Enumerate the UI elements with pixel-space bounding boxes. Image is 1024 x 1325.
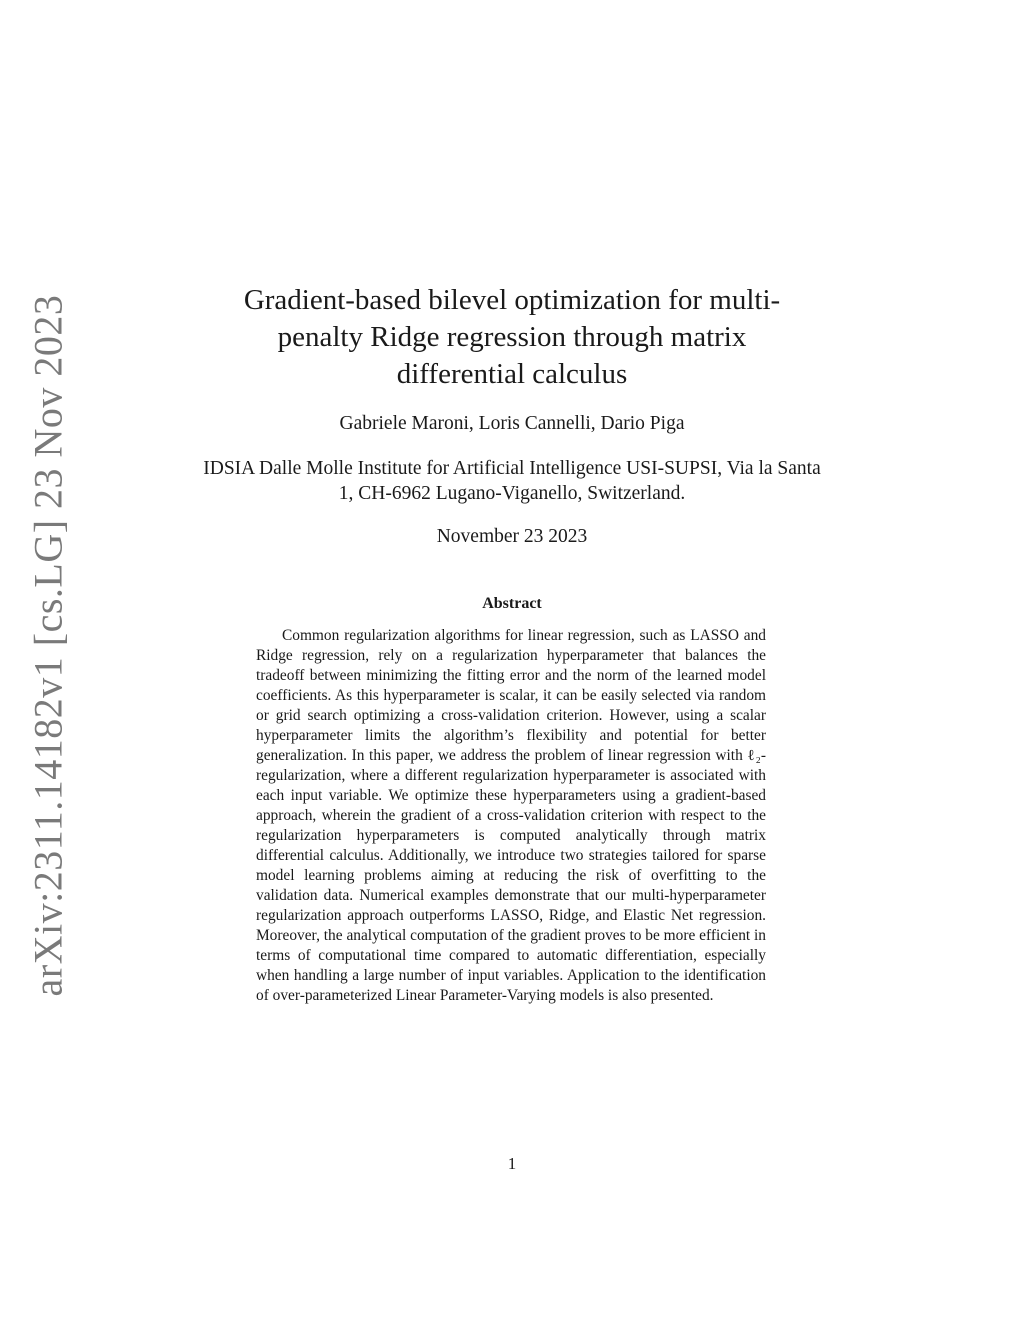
arxiv-identifier-stamp — [18, 294, 78, 996]
arxiv-identifier-text: arXiv:2311.14182v1 [cs.LG] 23 Nov 2023 — [25, 294, 71, 996]
paper-affiliation: IDSIA Dalle Molle Institute for Artificial Intelligence USI-SUPSI, Via la Santa 1, CH-6962 Lugano-Viganello, Switzerland. — [203, 458, 821, 504]
paper-title: Gradient-based bilevel optimization for multi-penalty Ridge regression through matrix differential calculus — [243, 284, 781, 390]
paper-authors: Gabriele Maroni, Loris Cannelli, Dario Piga — [339, 413, 685, 434]
abstract-heading: Abstract — [482, 595, 542, 612]
paper-date: November 23 2023 — [436, 526, 588, 547]
abstract-body: Common regularization algorithms for linear regression, such as LASSO and Ridge regression, rely on a regularization hyperparameter that balances the tradeoff between minimizing the fitting error and the norm of the learned model coefficients. As this hyperparameter is scalar, it can be easily selected via random or grid search optimizing a cross-validation criterion. However, using a scalar hyperparameter limits the algorithm’s flexibility and potential for better generalization. In this paper, we address the problem of linear regression with ℓ₂-regularization, where a different regularization hyperparameter is associated with each input variable. We optimize these hyperparameters using a gradient-based approach, wherein the gradient of a cross-validation criterion with respect to the regularization hyperparameters is computed analytically through matrix differential calculus. Additionally, we introduce two strategies tailored for sparse model learning problems aiming at reducing the risk of overfitting to the validation data. Numerical examples demonstrate that our multi-hyperparameter regularization approach outperforms LASSO, Ridge, and Elastic Net regression. Moreover, the analytical computation of the gradient proves to be more efficient in terms of computational time compared to automatic differentiation, especially when handling a large number of input variables. Application to the identification of over-parameterized Linear Parameter-Varying models is also presented. — [256, 627, 766, 1004]
page-number: 1 — [507, 1154, 517, 1173]
